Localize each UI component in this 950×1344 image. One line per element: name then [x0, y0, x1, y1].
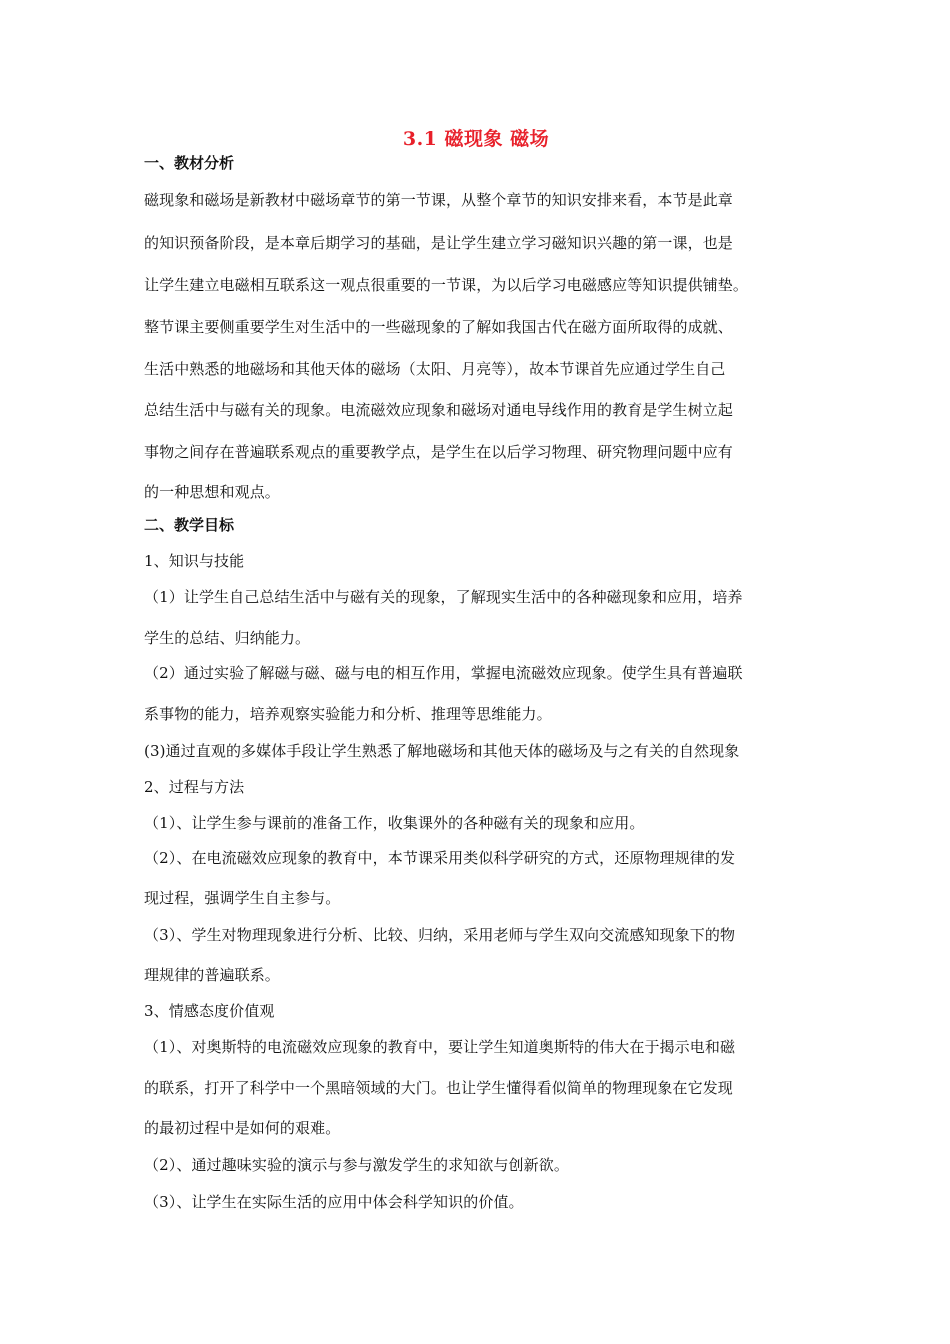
- paragraph-line: 让学生建立电磁相互联系这一观点很重要的一节课，为以后学习电磁感应等知识提供铺垫。: [144, 276, 749, 294]
- paragraph-line: 总结生活中与磁有关的现象。电流磁效应现象和磁场对通电导线作用的教育是学生树立起: [144, 401, 733, 419]
- paragraph-line: （1）让学生自己总结生活中与磁有关的现象，了解现实生活中的各种磁现象和应用，培养: [144, 588, 743, 606]
- paragraph-line: 的最初过程中是如何的艰难。: [144, 1119, 341, 1137]
- subsection-heading: 3、情感态度价值观: [144, 1002, 275, 1020]
- section-heading-teaching-goals: 二、教学目标: [144, 516, 235, 534]
- paragraph-line: 学生的总结、归纳能力。: [144, 629, 311, 647]
- paragraph-line: （3）、学生对物理现象进行分析、比较、归纳，采用老师与学生双向交流感知现象下的物: [144, 926, 736, 944]
- paragraph-line: 的联系，打开了科学中一个黑暗领域的大门。也让学生懂得看似简单的物理现象在它发现: [144, 1079, 733, 1097]
- paragraph-line: （1）、对奥斯特的电流磁效应现象的教育中，要让学生知道奥斯特的伟大在于揭示电和磁: [144, 1038, 736, 1056]
- paragraph-line: 的知识预备阶段，是本章后期学习的基础，是让学生建立学习磁知识兴趣的第一课，也是: [144, 234, 733, 252]
- paragraph-line: 磁现象和磁场是新教材中磁场章节的第一节课，从整个章节的知识安排来看，本节是此章: [144, 191, 733, 209]
- paragraph-line: 生活中熟悉的地磁场和其他天体的磁场（太阳、月亮等），故本节课首先应通过学生自己: [144, 360, 726, 378]
- paragraph-line: (3)通过直观的多媒体手段让学生熟悉了解地磁场和其他天体的磁场及与之有关的自然现象: [144, 742, 740, 760]
- paragraph-line: 理规律的普遍联系。: [144, 966, 280, 984]
- subsection-heading: 2、过程与方法: [144, 778, 245, 796]
- page-title: 3.1 磁现象 磁场: [402, 128, 550, 150]
- paragraph-line: 系事物的能力，培养观察实验能力和分析、推理等思维能力。: [144, 705, 552, 723]
- paragraph-line: 事物之间存在普遍联系观点的重要教学点，是学生在以后学习物理、研究物理问题中应有: [144, 443, 733, 461]
- paragraph-line: 整节课主要侧重要学生对生活中的一些磁现象的了解如我国古代在磁方面所取得的成就、: [144, 318, 733, 336]
- subsection-heading: 1、知识与技能: [144, 552, 245, 570]
- paragraph-line: （1）、让学生参与课前的准备工作，收集课外的各种磁有关的现象和应用。: [144, 814, 645, 832]
- section-heading-textbook-analysis: 一、教材分析: [144, 154, 235, 172]
- paragraph-line: （2）、在电流磁效应现象的教育中，本节课采用类似科学研究的方式，还原物理规律的发: [144, 849, 736, 867]
- paragraph-line: （3）、让学生在实际生活的应用中体会科学知识的价值。: [144, 1193, 524, 1211]
- paragraph-line: （2）、通过趣味实验的演示与参与激发学生的求知欲与创新欲。: [144, 1156, 569, 1174]
- paragraph-line: （2）通过实验了解磁与磁、磁与电的相互作用，掌握电流磁效应现象。使学生具有普遍联: [144, 664, 743, 682]
- paragraph-line: 的一种思想和观点。: [144, 483, 280, 501]
- paragraph-line: 现过程，强调学生自主参与。: [144, 889, 341, 907]
